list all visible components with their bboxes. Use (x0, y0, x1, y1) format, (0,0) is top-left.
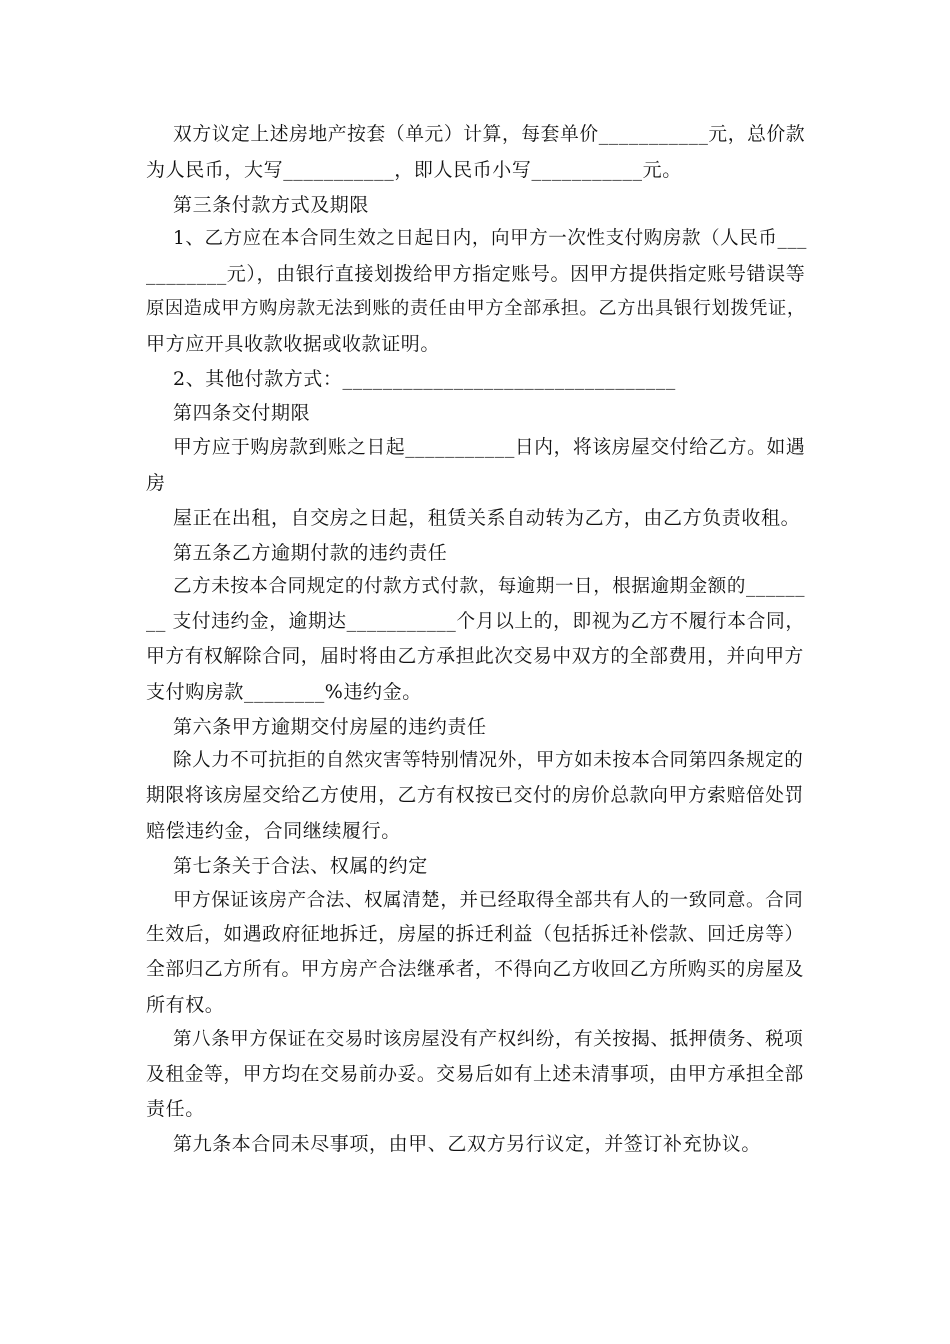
text-line: 全部归乙方所有。甲方房产合法继承者，不得向乙方收回乙方所购买的房屋及 (146, 959, 804, 981)
text-line: 责任。 (146, 1098, 205, 1121)
text-line: 甲方应于购房款到账之日起___________日内，将该房屋交付给乙方。如遇 (173, 437, 806, 459)
text-line: 房 (146, 471, 166, 494)
text-line: 支付购房款________%违约金。 (146, 680, 422, 703)
text-line: 生效后，如遇政府征地拆迁，房屋的拆迁利益（包括拆迁补偿款、回迁房等） (146, 924, 804, 946)
text-line: 除人力不可抗拒的自然灾害等特别情况外，甲方如未按本合同第四条规定的 (173, 750, 804, 772)
text-line: 甲方有权解除合同，届时将由乙方承担此次交易中双方的全部费用，并向甲方 (146, 645, 804, 667)
text-line: 2、其他付款方式：_________________________________ (173, 367, 676, 390)
text-line: 第七条关于合法、权属的约定 (173, 854, 428, 877)
text-line: 第九条本合同未尽事项，由甲、乙双方另行议定，并签订补充协议。 (173, 1133, 762, 1156)
text-line: 甲方保证该房产合法、权属清楚，并已经取得全部共有人的一致同意。合同 (173, 889, 804, 911)
text-line: 1、乙方应在本合同生效之日起日内，向甲方一次性支付购房款（人民币___ (173, 228, 808, 250)
text-line: __ 支付违约金，逾期达___________个月以上的，即视为乙方不履行本合同， (146, 611, 805, 633)
text-line: 甲方应开具收款收据或收款证明。 (146, 332, 441, 355)
text-line: 期限将该房屋交给乙方使用，乙方有权按已交付的房价总款向甲方索赔倍处罚 (146, 785, 804, 807)
text-line: 为人民币，大写___________，即人民币小写___________元。 (146, 158, 682, 181)
text-line: 乙方未按本合同规定的付款方式付款，每逾期一日，根据逾期金额的______ (173, 576, 806, 598)
text-line: 所有权。 (146, 993, 225, 1016)
text-line: 第五条乙方逾期付款的违约责任 (173, 541, 448, 564)
text-line: 屋正在出租，自交房之日起，租赁关系自动转为乙方，由乙方负责收租。 (173, 506, 801, 529)
text-line: ________元），由银行直接划拨给甲方指定账号。因甲方提供指定账号错误等 (146, 263, 806, 286)
text-line: 第六条甲方逾期交付房屋的违约责任 (173, 715, 487, 738)
text-line: 第八条甲方保证在交易时该房屋没有产权纠纷，有关按揭、抵押债务、税项 (173, 1028, 804, 1050)
text-line: 第四条交付期限 (173, 402, 311, 425)
text-line: 及租金等，甲方均在交易前办妥。交易后如有上述未清事项，由甲方承担全部 (146, 1063, 804, 1085)
text-line: 双方议定上述房地产按套（单元）计算，每套单价___________元，总价款 (173, 124, 806, 145)
text-line: 赔偿违约金，合同继续履行。 (146, 819, 401, 842)
text-line: 原因造成甲方购房款无法到账的责任由甲方全部承担。乙方出具银行划拨凭证， (146, 297, 806, 319)
document-page (146, 118, 810, 1162)
text-line: 第三条付款方式及期限 (173, 193, 370, 216)
